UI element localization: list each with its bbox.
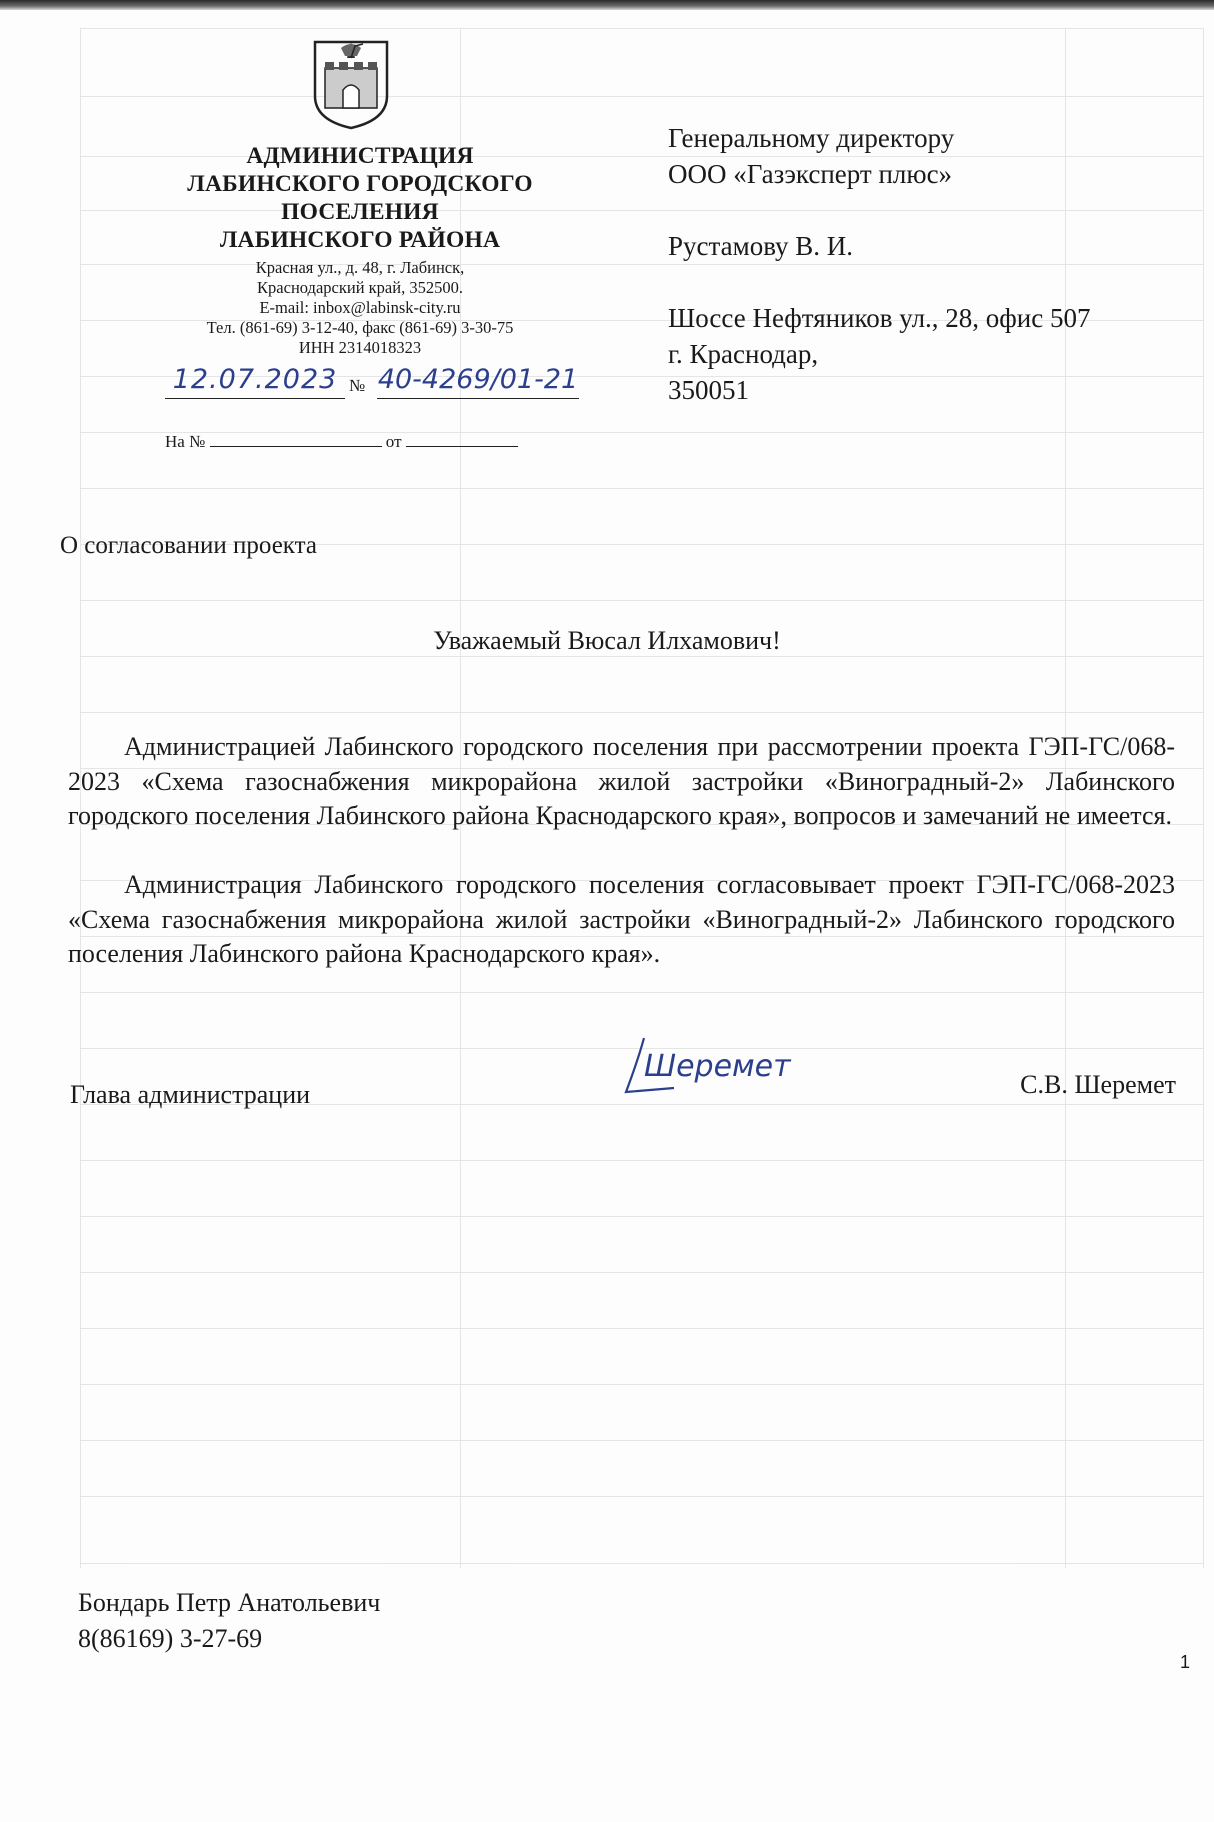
- org-line: ПОСЕЛЕНИЯ: [281, 199, 439, 225]
- body-paragraph: Администрация Лабинского городского поселения согласовывает проект ГЭП-ГС/068-2023 «Схема газоснабжения микрорайона жилой застройки «Виноградный-2» Лабинского городского поселения Лабинского района Краснодарского края».: [68, 870, 1175, 968]
- ref-from-label: от: [385, 432, 402, 451]
- scan-edge: [0, 0, 1214, 10]
- registration-number: 40-4269/01-21: [377, 362, 579, 399]
- address-line: Краснодарский край, 352500.: [257, 278, 463, 297]
- inn-line: ИНН 2314018323: [298, 338, 422, 357]
- org-line: ЛАБИНСКОГО ГОРОДСКОГО: [187, 171, 533, 197]
- signature-row: [0, 1030, 1214, 1110]
- salutation: Уважаемый Вюсал Илхамович!: [433, 626, 781, 655]
- email-line: E-mail: inbox@labinsk-city.ru: [259, 298, 461, 317]
- addressee-line: г. Краснодар,: [668, 339, 819, 369]
- addressee-line: 350051: [668, 375, 749, 405]
- addressee-line: Генеральному директору: [668, 123, 955, 153]
- signature-text: Шеремет: [644, 1049, 791, 1084]
- addressee-line: Рустамову В. И.: [668, 231, 854, 261]
- handwritten-signature: [614, 1030, 814, 1100]
- executor-phone: 8(86169) 3-27-69: [78, 1624, 263, 1653]
- address-line: Красная ул., д. 48, г. Лабинск,: [255, 258, 465, 277]
- org-line: АДМИНИСТРАЦИЯ: [246, 143, 474, 169]
- org-line: ЛАБИНСКОГО РАЙОНА: [219, 227, 501, 253]
- signer-title: Глава администрации: [70, 1080, 311, 1109]
- reference-line: [165, 432, 585, 452]
- addressee-line: ООО «Газэксперт плюс»: [668, 159, 953, 189]
- ref-date-blank: [406, 432, 518, 447]
- letter-subject: О согласовании проекта: [60, 532, 317, 559]
- registration-date: 12.07.2023: [165, 362, 345, 399]
- org-address: [140, 258, 580, 358]
- coat-of-arms-icon: [311, 38, 391, 130]
- executor-block: [78, 1585, 380, 1657]
- registration-line: [165, 362, 585, 402]
- addressee-spacer: [668, 264, 1188, 300]
- addressee-block: [668, 120, 1188, 408]
- ref-number-blank: [210, 432, 382, 447]
- addressee-line: Шоссе Нефтяников ул., 28, офис 507: [668, 303, 1091, 333]
- addressee-spacer: [668, 192, 1188, 228]
- phone-line: Тел. (861-69) 3-12-40, факс (861-69) 3-30-75: [206, 318, 514, 337]
- body-paragraph: Администрацией Лабинского городского поселения при рассмотрении проекта ГЭП-ГС/068-2023 «Схема газоснабжения микрорайона жилой застройки «Виноградный-2» Лабинского городского поселения Лабинского района Краснодарского края», вопросов и замечаний не имеется.: [68, 732, 1175, 830]
- number-label: №: [349, 376, 366, 395]
- executor-name: Бондарь Петр Анатольевич: [78, 1588, 381, 1617]
- page-number: 1: [1179, 1652, 1190, 1672]
- org-name: [140, 142, 580, 254]
- signer-name: С.В. Шеремет: [1020, 1070, 1176, 1099]
- ref-prefix: На №: [165, 432, 206, 451]
